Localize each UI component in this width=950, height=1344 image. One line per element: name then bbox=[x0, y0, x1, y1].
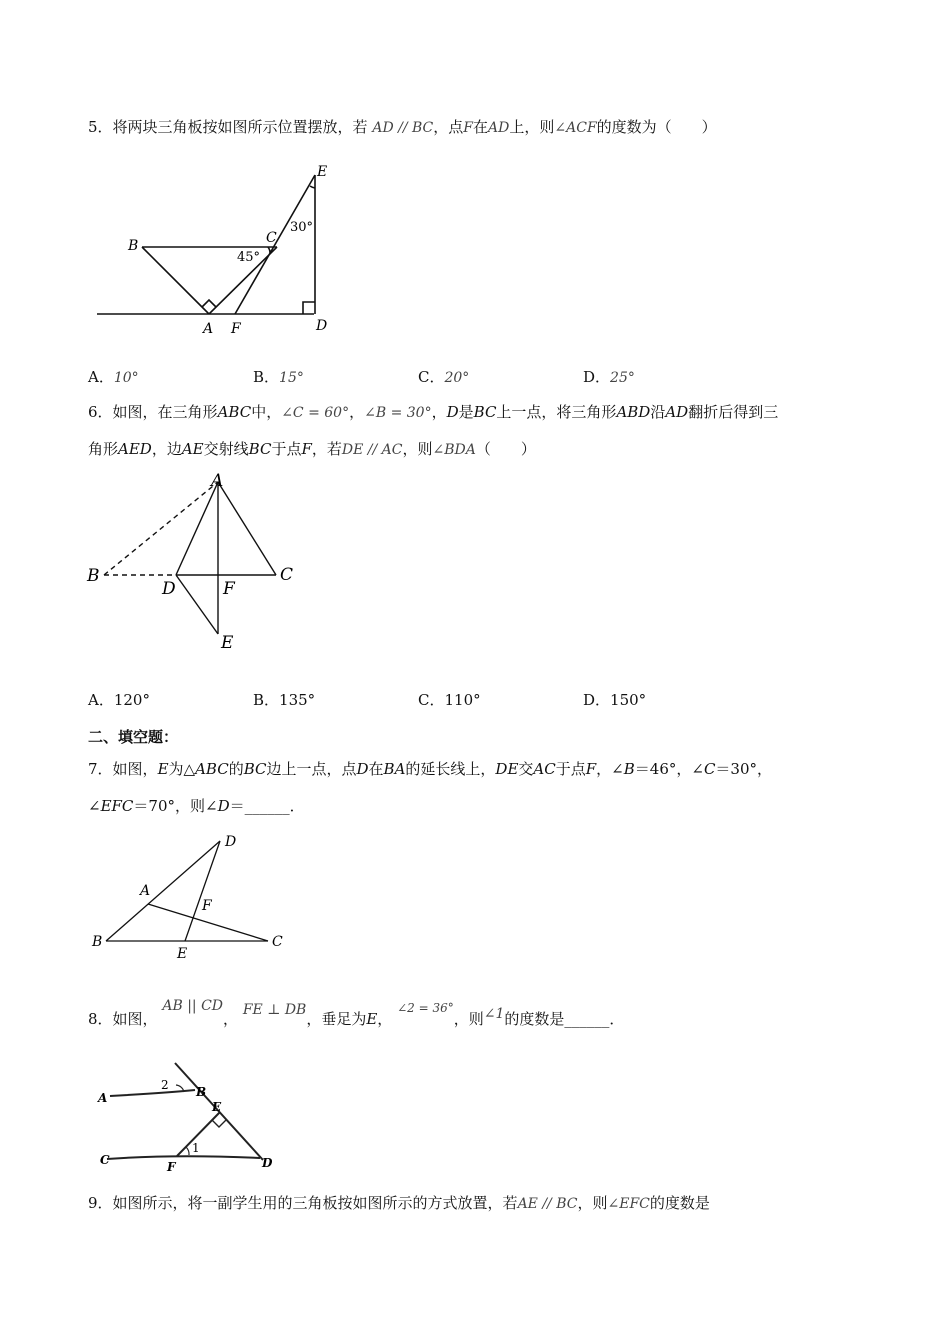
q5-right-angle-d bbox=[303, 302, 315, 314]
q6-label-a: A bbox=[211, 471, 224, 491]
q6-option-a[interactable]: A．120° bbox=[88, 691, 150, 709]
q9-math-angle-efc: ∠EFC bbox=[607, 1196, 650, 1212]
q6-option-b[interactable]: B．135° bbox=[253, 691, 316, 709]
q8-angle-arc-1 bbox=[186, 1147, 189, 1155]
q8-line-ab bbox=[110, 1090, 195, 1096]
q6-label-f: F bbox=[223, 579, 235, 599]
q5-line-ba bbox=[142, 247, 209, 314]
q7-label-e: E bbox=[177, 946, 188, 962]
q5-math-angle-acf: ∠ACF bbox=[554, 120, 597, 136]
q8-stem: 8．如图， AB || CD， FE ⊥ DB，垂足为E， $^{\angle 2 = 36^\circ}$，则∠1的度数是______． bbox=[88, 998, 625, 1028]
q5-label-f: F bbox=[231, 321, 241, 337]
q5-stem: 5．将两块三角板按如图所示位置摆放，若 AD // BC，点F在AD上，则∠ACF的度数为（ ） bbox=[88, 118, 717, 136]
q7-stem-line2: ∠EFC＝70°，则∠D＝______． bbox=[88, 797, 305, 815]
q6-math-angle-b: ∠B = 30° bbox=[364, 405, 432, 421]
q8-label-b: B bbox=[196, 1085, 207, 1099]
q7-label-c: C bbox=[272, 934, 283, 950]
q5-label-e: E bbox=[317, 164, 328, 180]
q6-math-angle-bda: ∠BDA bbox=[432, 442, 476, 458]
q6-stem-line2: 角形AED，边AE交射线BC于点F，若DE // AC，则∠BDA（ ） bbox=[88, 440, 536, 458]
q5-label-b: B bbox=[128, 238, 139, 254]
q5-label-c: C bbox=[266, 230, 277, 246]
q5-math-f: F bbox=[463, 120, 474, 136]
q5-math-ad: AD bbox=[488, 120, 510, 136]
q6-line-ba-dashed bbox=[104, 482, 218, 575]
q6-label-e: E bbox=[221, 633, 234, 653]
q6-figure bbox=[84, 470, 314, 655]
q8-math-ab-parallel-cd: AB || CD bbox=[162, 998, 224, 1014]
q6-line-de bbox=[176, 575, 218, 634]
q7-label-b: B bbox=[92, 934, 103, 950]
section-heading-fill-in: 二、填空题： bbox=[88, 728, 179, 746]
q5-math-ad-parallel-bc: AD // BC bbox=[372, 120, 434, 136]
q6-label-d: D bbox=[162, 579, 176, 599]
q7-label-f: F bbox=[202, 898, 212, 914]
q8-label-f: F bbox=[167, 1160, 176, 1174]
q6-label-c: C bbox=[280, 565, 294, 585]
q8-label-d: D bbox=[262, 1156, 273, 1170]
q6-label-b: B bbox=[87, 566, 100, 586]
q5-angle-arc-c bbox=[268, 247, 270, 254]
q6-line-ac bbox=[218, 482, 276, 575]
q5-label-a: A bbox=[203, 321, 214, 337]
q5-option-b[interactable]: B．15° bbox=[253, 368, 304, 386]
q8-label-e: E bbox=[212, 1100, 222, 1114]
q8-right-angle-e bbox=[212, 1120, 226, 1127]
q6-line-ad bbox=[176, 482, 218, 575]
q6-math-angle-c: ∠C = 60° bbox=[281, 405, 350, 421]
q8-label-angle-2: 2 bbox=[161, 1078, 169, 1092]
q7-label-d: D bbox=[225, 834, 237, 850]
q5-option-c[interactable]: C．20° bbox=[418, 368, 470, 386]
q5-label-d: D bbox=[316, 318, 328, 334]
q8-figure bbox=[95, 1058, 285, 1176]
q6-math-de-parallel-ac: DE // AC bbox=[341, 442, 403, 458]
q5-option-a[interactable]: A．10° bbox=[88, 368, 139, 386]
q7-figure bbox=[88, 826, 298, 964]
q5-angle-30: 30° bbox=[290, 220, 314, 235]
q5-figure bbox=[92, 160, 342, 340]
q5-right-angle-a bbox=[202, 300, 216, 307]
q5-angle-45: 45° bbox=[237, 250, 261, 265]
q8-label-c: C bbox=[100, 1153, 110, 1167]
q7-label-a: A bbox=[140, 883, 151, 899]
q8-math-angle-2: ∠2 = 36° bbox=[397, 1001, 454, 1015]
q9-stem: 9．如图所示，将一副学生用的三角板按如图所示的方式放置，若AE // BC，则∠EFC的度数是 bbox=[88, 1194, 710, 1212]
q6-stem-line1: 6．如图，在三角形ABC中，∠C = 60°，∠B = 30°，D是BC上一点，将三角形ABD沿AD翻折后得到三 bbox=[88, 403, 779, 421]
q8-label-a: A bbox=[98, 1091, 108, 1105]
q8-line-cd bbox=[107, 1156, 260, 1159]
q8-math-angle-1: ∠1 bbox=[483, 1006, 505, 1022]
q9-math-ae-parallel-bc: AE // BC bbox=[517, 1196, 578, 1212]
q5-option-d[interactable]: D．25° bbox=[583, 368, 635, 386]
q8-math-fe-perp-db: FE ⊥ DB bbox=[242, 1002, 307, 1018]
q6-option-d[interactable]: D．150° bbox=[583, 691, 647, 709]
q7-stem-line1: 7．如图，E为△ABC的BC边上一点，点D在BA的延长线上，DE交AC于点F，∠B＝46°，∠C＝30°， bbox=[88, 760, 773, 778]
q6-option-c[interactable]: C．110° bbox=[418, 691, 481, 709]
q8-label-angle-1: 1 bbox=[192, 1141, 200, 1155]
